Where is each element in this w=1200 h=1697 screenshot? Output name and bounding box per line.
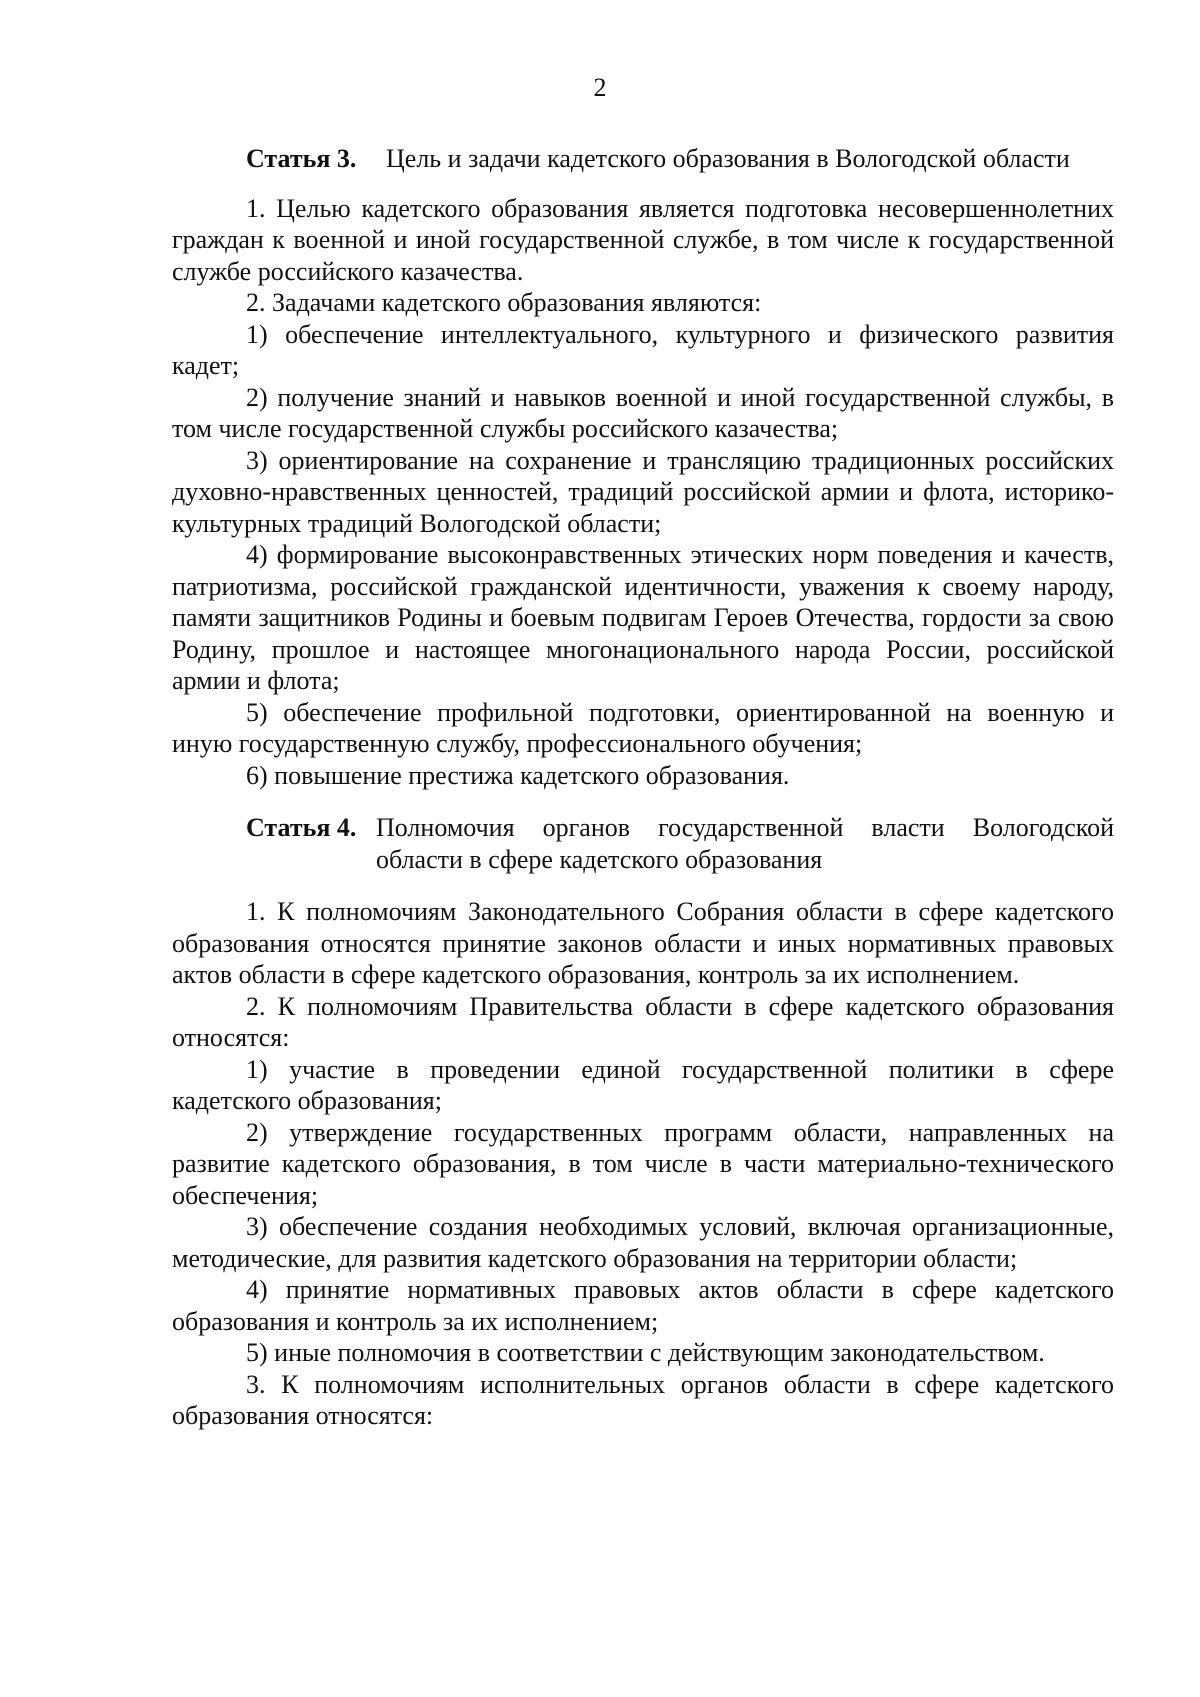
article-4-title: Полномочия органов государственной власти Вологодской области в сфере кадетского образования (376, 813, 1114, 874)
article-3-paragraph: 2) получение знаний и навыков военной и иной государственной службы, в том числе государственной службы российского казачества; (172, 382, 1114, 443)
article-4-paragraph: 5) иные полномочия в соответствии с действующим законодательством. (246, 1338, 1045, 1367)
article-3-label: Статья 3. (246, 144, 357, 173)
article-4-paragraph: 3. К полномочиям исполнительных органов области в сфере кадетского образования относятся: (172, 1369, 1114, 1430)
article-3-heading (172, 143, 1114, 175)
article-3-paragraph: 4) формирование высоконравственных этических норм поведения и качеств, патриотизма, российской гражданской идентичности, уважения к своему народу, памяти защитников Родины и боевым подвигам Героев Отечества, гордости за свою Родину, прошлое и настоящее многонационального народа России, российской армии и флота; (172, 540, 1114, 695)
document-body (172, 143, 1114, 1432)
article-3-paragraph: 5) обеспечение профильной подготовки, ориентированной на военную и иную государственную службу, профессионального обучения; (172, 697, 1114, 758)
article-3-title: Цель и задачи кадетского образования в Вологодской области (386, 144, 1070, 173)
article-4-paragraph: 1) участие в проведении единой государственной политики в сфере кадетского образования; (172, 1054, 1114, 1115)
article-4-paragraph: 4) принятие нормативных правовых актов области в сфере кадетского образования и контроль за их исполнением; (172, 1275, 1114, 1336)
article-4-paragraph: 2. К полномочиям Правительства области в сфере кадетского образования относятся: (172, 991, 1114, 1052)
article-3-paragraph: 2. Задачами кадетского образования являются: (246, 288, 762, 317)
article-4-paragraph: 3) обеспечение создания необходимых условий, включая организационные, методические, для развития кадетского образования на территории области; (172, 1212, 1114, 1273)
article-3-paragraph: 6) повышение престижа кадетского образования. (246, 760, 790, 790)
article-3-paragraph: 3) ориентирование на сохранение и трансляцию традиционных российских духовно-нравственных ценностей, традиций российской армии и флота, историко-культурных традиций Вологодской области; (172, 445, 1114, 538)
article-4-paragraph: 1. К полномочиям Законодательного Собрания области в сфере кадетского образования относятся принятие законов области и иных нормативных правовых актов области в сфере кадетского образования, контроль за их исполнением. (172, 897, 1114, 989)
article-4-paragraph: 2) утверждение государственных программ области, направленных на развитие кадетского образования, в том числе в части материально-технического обеспечения; (172, 1117, 1114, 1210)
page-number: 2 (593, 73, 607, 102)
article-4-heading (172, 812, 1114, 875)
article-3-paragraph: 1. Целью кадетского образования является подготовка несовершеннолетних граждан к военной и иной государственной службе, в том числе к государственной службе российского казачества. (172, 193, 1114, 286)
article-3-paragraph: 1) обеспечение интеллектуального, культурного и физического развития кадет; (172, 319, 1114, 380)
article-4-label: Статья 4. (246, 813, 357, 842)
